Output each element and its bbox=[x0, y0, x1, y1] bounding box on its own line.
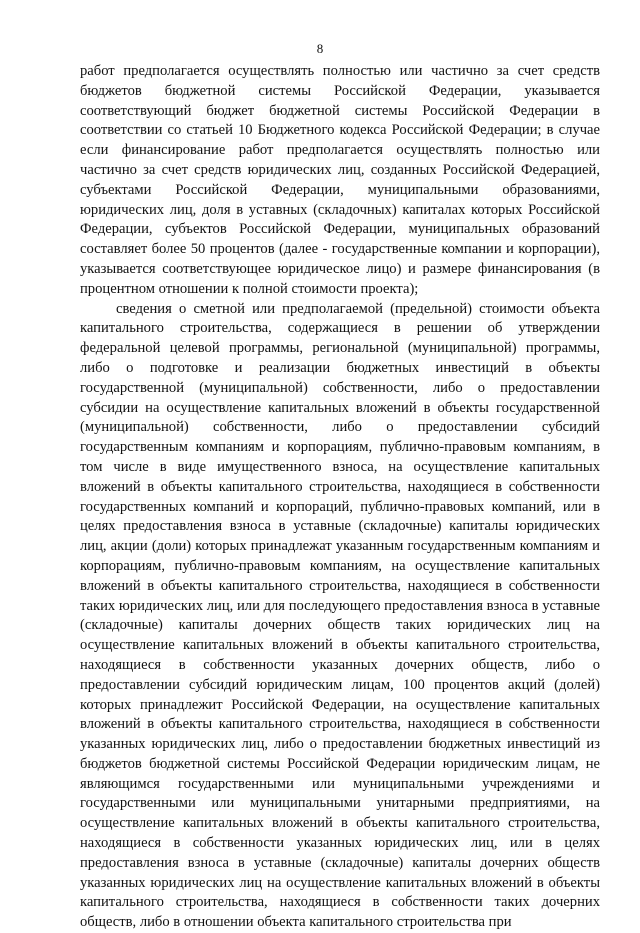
page-number: 8 bbox=[316, 41, 324, 56]
body-text bbox=[80, 62, 600, 933]
paragraph-continuation: работ предполагается осуществлять полностью или частично за счет средств бюджетов бюджетной системы Российской Федерации, указывается соответствующий бюджет бюджетной системы Российской Федерации в соответствии со статьей 10 Бюджетного кодекса Российской Федерации; в случае если финансирование работ предполагается осуществлять полностью или частично за счет средств юридических лиц, созданных Российской Федерацией, субъектами Российской Федерации, муниципальными образованиями, юридических лиц, доля в уставных (складочных) капиталах которых Российской Федерации, субъектов Российской Федерации, муниципальных образований составляет более 50 процентов (далее - государственные компании и корпорации), указывается соответствующее юридическое лицо) и размере финансирования (в процентном отношении к полной стоимости проекта); bbox=[80, 63, 600, 297]
paragraph-estimated-cost: сведения о сметной или предполагаемой (предельной) стоимости объекта капитального строительства, содержащиеся в решении об утверждении федеральной целевой программы, региональной (муниципальной) программы, либо о подготовке и реализации бюджетных инвестиций в объекты государственной (муниципальной) собственности, либо о предоставлении субсидии на осуществление капитальных вложений в объекты государственной (муниципальной) собственности, либо о предоставлении субсидий государственным компаниям и корпорациям, публично-правовым компаниям, в том числе в виде имущественного взноса, на осуществление капитальных вложений в объекты капитального строительства, находящиеся в собственности государственных компаний и корпораций, публично-правовых компаний, или в целях предоставления взноса в уставные (складочные) капиталы юридических лиц, акции (доли) которых принадлежат указанным государственным компаниям и корпорациям, публично-правовым компаниям, на осуществление капитальных вложений в объекты капитального строительства, находящиеся в собственности таких юридических лиц, или для последующего предоставления взноса в уставные (складочные) капиталы дочерних обществ таких юридических лиц на осуществление капитальных вложений в объекты капитального строительства, находящиеся в собственности указанных дочерних обществ, либо о предоставлении субсидий юридическим лицам, 100 процентов акций (долей) которых принадлежит Российской Федерации, на осуществление капитальных вложений в объекты капитального строительства, находящиеся в собственности указанных юридических лиц, либо о предоставлении бюджетных инвестиций из бюджетов бюджетной системы Российской Федерации юридическим лицам, не являющимся государственными или муниципальными учреждениями и государственными или муниципальными унитарными предприятиями, на осуществление капитальных вложений в объекты капитального строительства, находящиеся в собственности указанных юридических лиц, или в целях предоставления взноса в уставные (складочные) капиталы дочерних обществ указанных юридических лиц на осуществление капитальных вложений в объекты капитального строительства, находящиеся в собственности таких дочерних обществ, либо в отношении объекта капитального строительства при bbox=[80, 300, 600, 931]
